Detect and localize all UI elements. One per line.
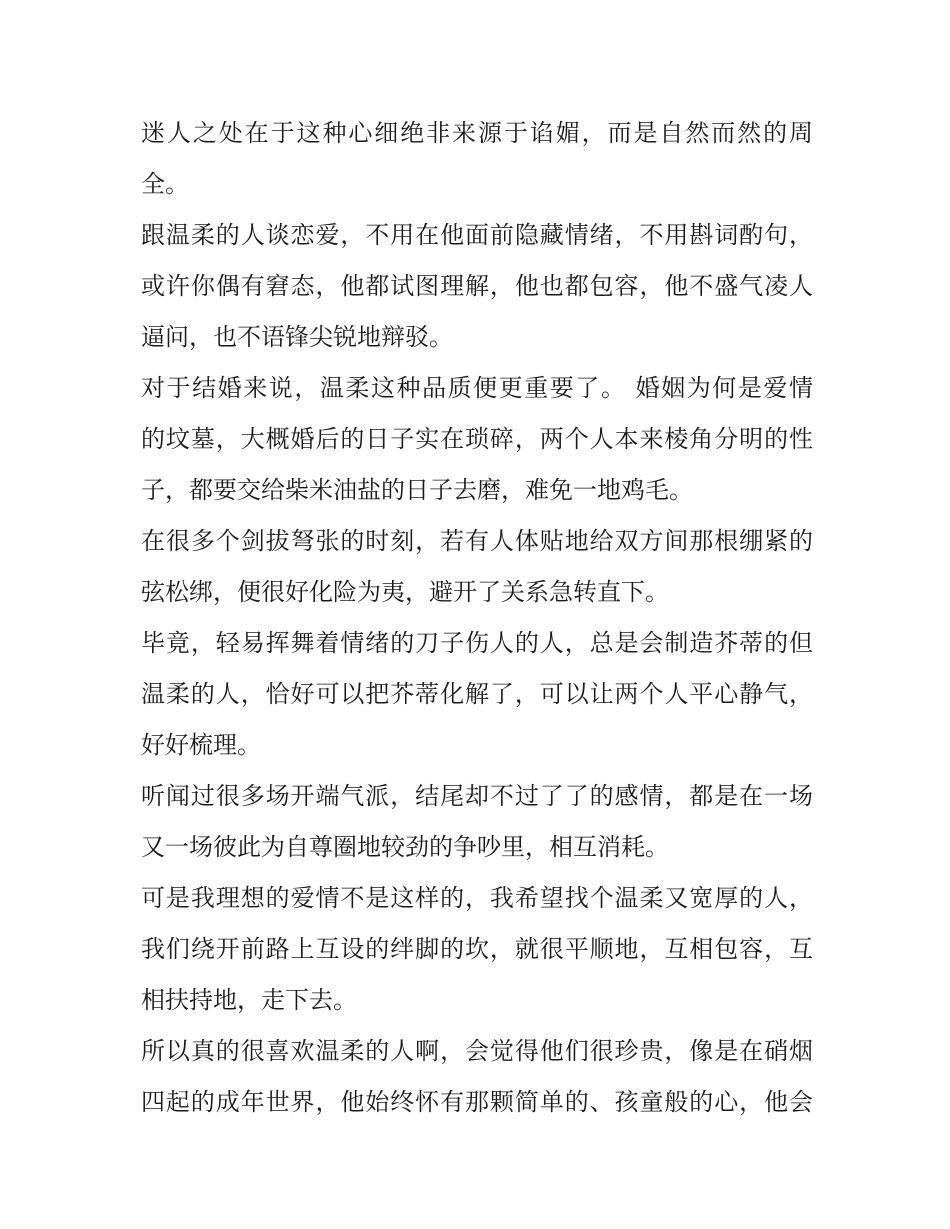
document-body [141, 108, 813, 1128]
text-line: 逼问，也不语锋尖锐地辩驳。 [141, 323, 453, 351]
text-line: 我们绕开前路上互设的绊脚的坎，就很平顺地，互相包容，互 [141, 935, 813, 963]
text-line: 四起的成年世界，他始终怀有那颗简单的、孩童般的心，他会 [141, 1088, 813, 1116]
text-line: 温柔的人，恰好可以把芥蒂化解了，可以让两个人平心静气， [141, 680, 813, 708]
text-line: 的坟墓，大概婚后的日子实在琐碎，两个人本来棱角分明的性 [141, 425, 813, 453]
text-line: 在很多个剑拔弩张的时刻，若有人体贴地给双方间那根绷紧的 [141, 527, 813, 555]
text-line: 弦松绑，便很好化险为夷，避开了关系急转直下。 [141, 578, 669, 606]
text-line: 可是我理想的爱情不是这样的，我希望找个温柔又宽厚的人， [141, 884, 813, 912]
text-line: 对于结婚来说，温柔这种品质便更重要了。 婚姻为何是爱情 [141, 374, 813, 402]
paragraph-3 [141, 363, 813, 516]
paragraph-5 [141, 618, 813, 771]
paragraph-4 [141, 516, 813, 618]
text-line: 所以真的很喜欢温柔的人啊，会觉得他们很珍贵，像是在硝烟 [141, 1037, 813, 1065]
text-line: 听闻过很多场开端气派，结尾却不过了了的感情，都是在一场 [141, 782, 813, 810]
paragraph-8 [141, 1026, 813, 1128]
paragraph-2 [141, 210, 813, 363]
paragraph-7 [141, 873, 813, 1026]
text-line: 迷人之处在于这种心细绝非来源于谄媚，而是自然而然的周 [141, 119, 813, 147]
text-line: 毕竟，轻易挥舞着情绪的刀子伤人的人，总是会制造芥蒂的但 [141, 629, 813, 657]
text-line: 全。 [141, 170, 189, 198]
paragraph-6 [141, 771, 813, 873]
text-line: 子，都要交给柴米油盐的日子去磨，难免一地鸡毛。 [141, 476, 693, 504]
paragraph-1 [141, 108, 813, 210]
text-line: 好好梳理。 [141, 731, 261, 759]
text-line: 跟温柔的人谈恋爱，不用在他面前隐藏情绪，不用斟词酌句， [141, 221, 813, 249]
text-line: 或许你偶有窘态，他都试图理解，他也都包容，他不盛气凌人 [141, 272, 813, 300]
text-line: 又一场彼此为自尊圈地较劲的争吵里，相互消耗。 [141, 833, 669, 861]
text-line: 相扶持地，走下去。 [141, 986, 357, 1014]
